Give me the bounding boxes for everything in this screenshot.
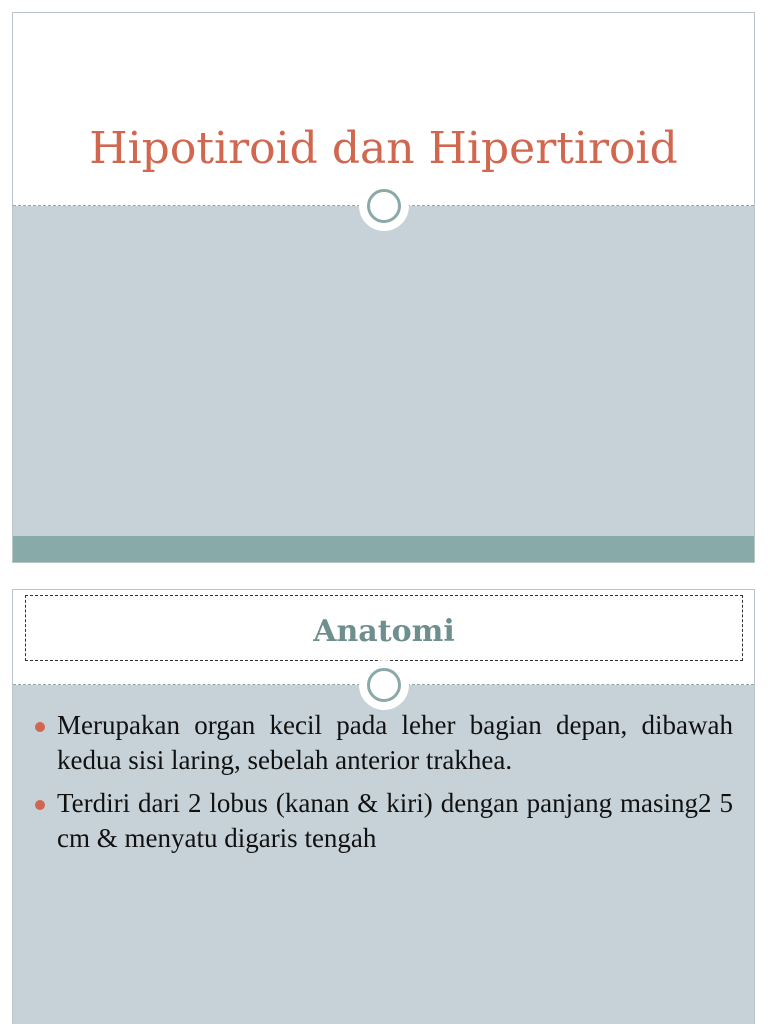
slide-1-circle-ornament — [359, 181, 409, 231]
bullet-item — [33, 786, 733, 856]
bullet-list — [33, 708, 733, 864]
circle-ring-icon — [367, 189, 401, 223]
slide-1 — [12, 12, 755, 563]
bullet-text: Merupakan organ kecil pada leher bagian depan, dibawah kedua sisi laring, sebelah anterior trakhea. — [57, 710, 733, 775]
bullet-item — [33, 708, 733, 778]
bullet-dot-icon — [35, 722, 45, 732]
bullet-text: Terdiri dari 2 lobus (kanan & kiri) dengan panjang masing2 5 cm & menyatu digaris tengah — [57, 788, 733, 853]
slide-2-title: Anatomi — [313, 614, 455, 649]
slide-1-title-area — [13, 13, 754, 206]
slide-2-title-placeholder — [25, 595, 743, 661]
slide-2 — [12, 589, 755, 1024]
slide-1-title: Hipotiroid dan Hipertiroid — [89, 123, 678, 174]
circle-ring-icon — [367, 668, 401, 702]
bullet-dot-icon — [35, 800, 45, 810]
slide-1-bottom-band — [13, 536, 754, 562]
slide-2-circle-ornament — [359, 660, 409, 710]
